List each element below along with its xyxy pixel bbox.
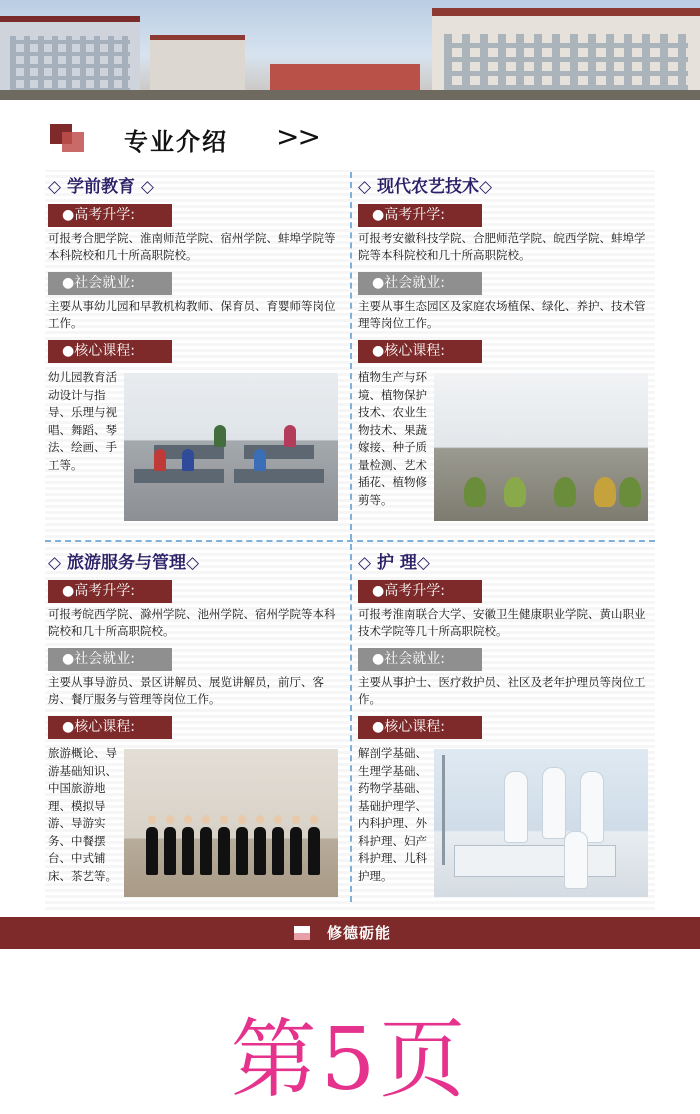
major-title: ◇ 现代农艺技术◇	[358, 177, 493, 197]
exam-text: 可报考合肥学院、淮南师范学院、宿州学院、蚌埠学院等本科院校和几十所高职院校。	[48, 231, 336, 262]
exam-label: ●高考升学:	[48, 580, 172, 603]
major-title: ◇ 旅游服务与管理◇	[48, 553, 200, 573]
course-text: 旅游概论、导游基础知识、中国旅游地理、模拟导游、导游实务、中餐摆台、中式铺床、茶艺等。	[48, 746, 117, 883]
classroom-photo	[124, 373, 338, 521]
major-modern-agronomy	[358, 176, 658, 519]
job-text: 主要从事生态园区及家庭农场植保、绿化、养护、技术管理等岗位工作。	[358, 299, 646, 330]
motto-bar	[0, 917, 700, 949]
major-title: ◇ 护 理◇	[358, 553, 430, 573]
title-square-icon	[50, 124, 84, 152]
exam-label: ●高考升学:	[358, 580, 482, 603]
major-nursing	[358, 552, 658, 895]
course-label: ●核心课程:	[358, 340, 482, 363]
exam-text: 可报考皖西学院、滁州学院、池州学院、宿州学院等本科院校和几十所高职院校。	[48, 607, 336, 638]
job-text: 主要从事导游员、景区讲解员、展览讲解员，前厅、客房、餐厅服务与管理等岗位工作。	[48, 675, 324, 706]
job-text: 主要从事幼儿园和早教机构教师、保育员、育婴师等岗位工作。	[48, 299, 336, 330]
course-text: 解剖学基础、生理学基础、药物学基础、基础护理学、内科护理、外科护理、妇产科护理、儿科护理。	[358, 746, 427, 883]
page-number: 第5页	[230, 1010, 470, 1110]
major-tourism-management	[48, 552, 348, 895]
course-label: ●核心课程:	[358, 716, 482, 739]
course-label: ●核心课程:	[48, 716, 172, 739]
exam-text: 可报考安徽科技学院、合肥师范学院、皖西学院、蚌埠学院等本科院校和几十所高职院校。	[358, 231, 646, 262]
course-text: 幼儿园教育活动设计与指导、乐理与视唱、舞蹈、琴法、绘画、手工等。	[48, 370, 117, 472]
job-label: ●社会就业:	[48, 272, 172, 295]
motto-square-icon	[294, 926, 310, 940]
page-title: 专业介绍	[124, 128, 228, 156]
campus-banner-image	[0, 0, 700, 100]
major-title: ◇ 学前教育 ◇	[48, 177, 154, 197]
job-label: ●社会就业:	[48, 648, 172, 671]
double-chevron-icon: >>	[276, 120, 319, 153]
exam-label: ●高考升学:	[358, 204, 482, 227]
motto-text: 修德砺能	[327, 924, 392, 942]
section-header	[0, 112, 700, 162]
exam-label: ●高考升学:	[48, 204, 172, 227]
job-text: 主要从事护士、医疗救护员、社区及老年护理员等岗位工作。	[358, 675, 646, 706]
horizontal-divider	[45, 540, 655, 542]
course-text: 植物生产与环境、植物保护技术、农业生物技术、果蔬嫁接、种子质量检测、艺术插花、植物修剪等。	[358, 370, 427, 507]
major-preschool-education	[48, 176, 348, 519]
job-label: ●社会就业:	[358, 648, 482, 671]
vertical-divider	[350, 172, 352, 902]
nursing-photo	[434, 749, 648, 897]
job-label: ●社会就业:	[358, 272, 482, 295]
floral-lab-photo	[434, 373, 648, 521]
exam-text: 可报考淮南联合大学、安徽卫生健康职业学院、黄山职业技术学院等几十所高职院校。	[358, 607, 646, 638]
tourism-group-photo	[124, 749, 338, 897]
course-label: ●核心课程:	[48, 340, 172, 363]
